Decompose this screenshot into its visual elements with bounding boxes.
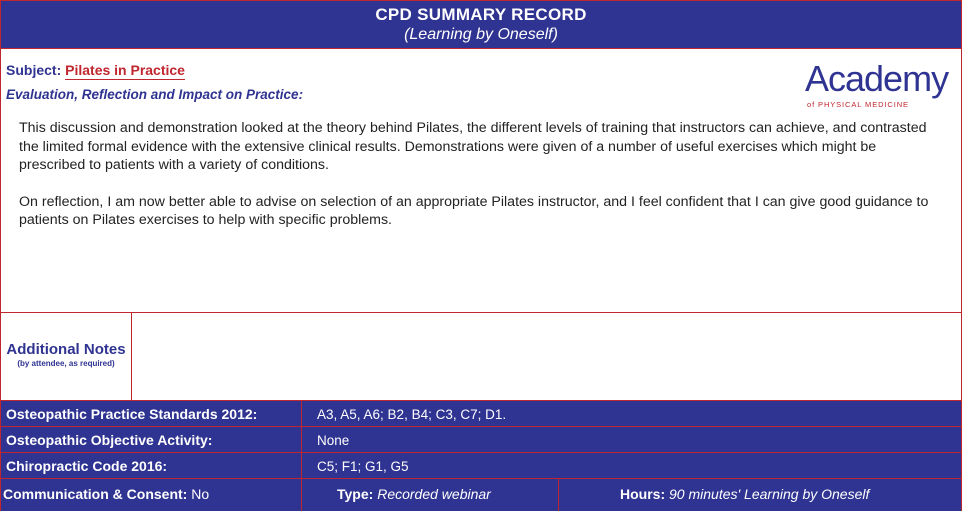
notes-label: Additional Notes	[6, 341, 126, 358]
hours-label: Hours:	[620, 486, 666, 502]
type-cell	[337, 486, 491, 502]
title-bar	[1, 1, 961, 49]
reflection-paragraph: This discussion and demonstration looked at the theory behind Pilates, the different levels of training that instructors can achieve, and contrasted the limited formal evidence with the extensive clinical results. Demonstrations were given of a number of useful exercises which might be prescribed to patients with a variety of conditions.	[19, 120, 927, 173]
notes-sublabel: (by attendee, as required)	[17, 359, 115, 368]
record-subtitle: (Learning by Oneself)	[404, 26, 558, 43]
hours-value: 90 minutes' Learning by Oneself	[669, 486, 870, 502]
column-divider	[558, 479, 559, 511]
academy-logo	[805, 58, 951, 111]
column-divider	[301, 401, 302, 427]
consent-value: No	[191, 486, 210, 502]
standards-label: Osteopathic Objective Activity:	[6, 432, 213, 448]
type-label: Type:	[337, 486, 374, 502]
standards-value: A3, A5, A6; B2, B4; C3, C7; D1.	[317, 407, 507, 422]
hours-cell	[620, 486, 869, 502]
reflection-text	[19, 119, 944, 248]
standards-label: Osteopathic Practice Standards 2012:	[6, 406, 258, 422]
additional-notes-section	[1, 313, 961, 401]
standards-value: None	[317, 433, 350, 448]
type-value: Recorded webinar	[377, 486, 491, 502]
standards-row	[1, 401, 961, 427]
subject-line	[6, 62, 185, 78]
standards-value: C5; F1; G1, G5	[317, 459, 409, 474]
standards-footer	[1, 401, 961, 511]
evaluation-heading: Evaluation, Reflection and Impact on Practice:	[6, 87, 304, 102]
subject-value: Pilates in Practice	[65, 62, 185, 78]
consent-cell	[3, 486, 209, 502]
column-divider	[301, 479, 302, 511]
subject-label: Subject:	[6, 62, 62, 78]
summary-row	[1, 479, 961, 511]
main-section	[1, 49, 961, 313]
standards-row	[1, 427, 961, 453]
logo-wordmark: Academy	[805, 58, 949, 99]
standards-row	[1, 453, 961, 479]
notes-label-cell	[1, 313, 132, 400]
standards-label: Chiropractic Code 2016:	[6, 458, 168, 474]
logo-tagline: of PHYSICAL MEDICINE	[807, 100, 909, 109]
column-divider	[301, 453, 302, 479]
consent-label: Communication & Consent:	[3, 486, 188, 502]
record-title: CPD SUMMARY RECORD	[375, 5, 587, 24]
column-divider	[301, 427, 302, 453]
reflection-paragraph: On reflection, I am now better able to advise on selection of an appropriate Pilates instructor, and I feel confident that I can give good guidance to patients on Pilates exercises to help with specific problems.	[19, 193, 929, 228]
